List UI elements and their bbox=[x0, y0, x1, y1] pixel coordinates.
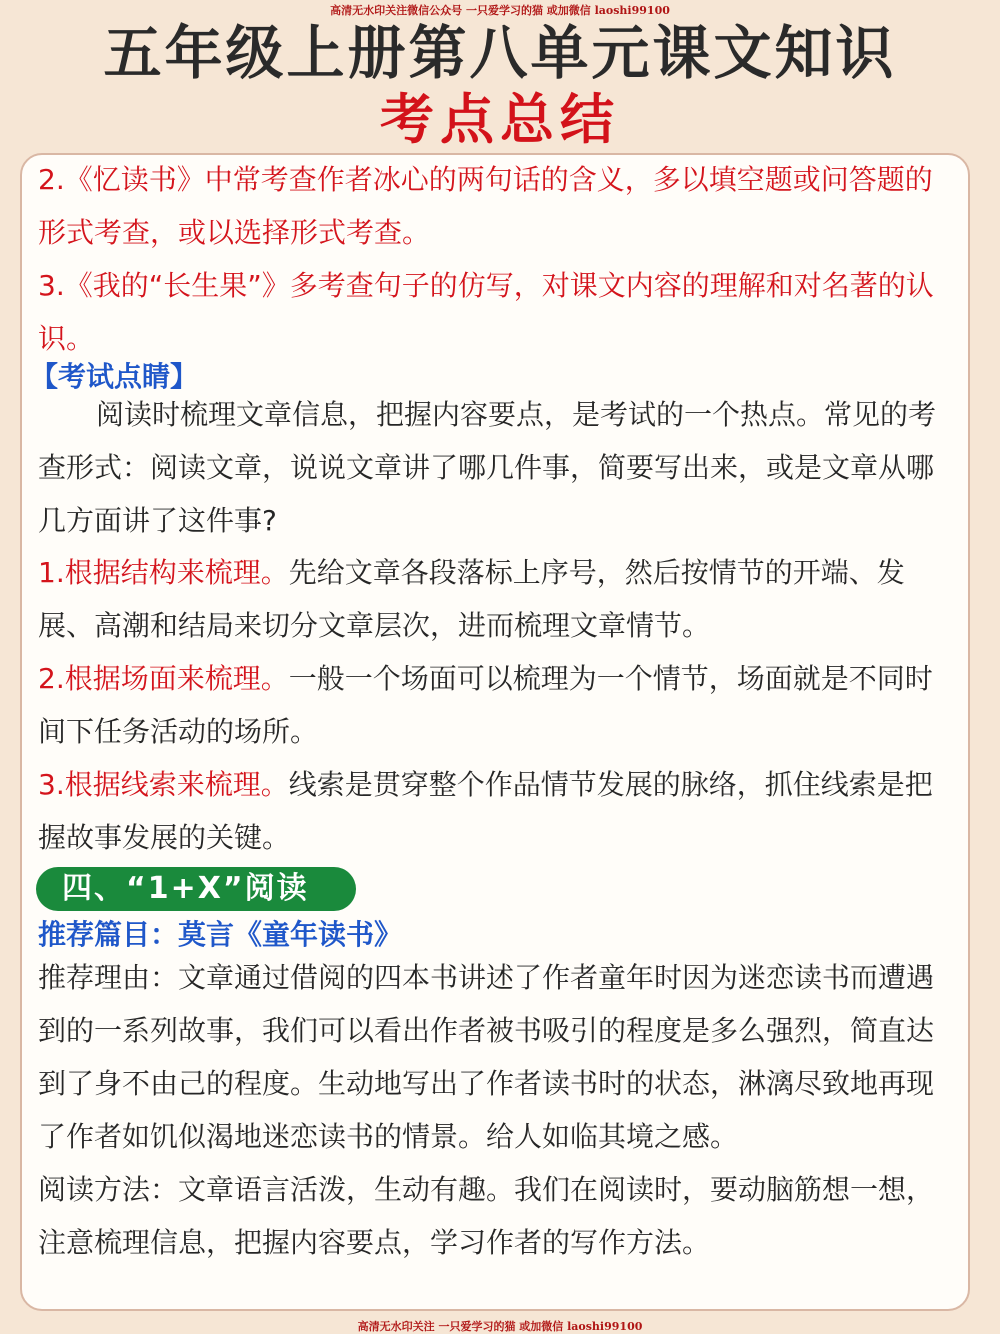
tip-item-1-lead: 1.根据结构来梳理。 bbox=[38, 556, 289, 589]
tip-item-1 bbox=[38, 546, 958, 652]
exam-tips-intro: 阅读时梳理文章信息，把握内容要点，是考试的一个热点。常见的考查形式：阅读文章，说说文章讲了哪几件事，简要写出来，或是文章从哪几方面讲了这件事? bbox=[38, 398, 937, 537]
page-title: 五年级上册第八单元课文知识 bbox=[103, 19, 897, 87]
tip-item-2-lead: 2.根据场面来梳理。 bbox=[38, 662, 289, 695]
bottom-watermark: 高清无水印关注 一只爱学习的猫 或加微信 laoshi99100 bbox=[357, 1320, 643, 1333]
tip-item-2 bbox=[38, 652, 958, 758]
reading-method: 阅读方法：文章语言活泼，生动有趣。我们在阅读时，要动脑筋想一想，注意梳理信息，把握内容要点，学习作者的写作方法。 bbox=[38, 1173, 935, 1259]
recommend-reason: 推荐理由：文章通过借阅的四本书讲述了作者童年时因为迷恋读书而遭遇到的一系列故事，我们可以看出作者被书吸引的程度是多么强烈，简直达到了身不由己的程度。生动地写出了作者读书时的状态，淋漓尽致地再现了作者如饥似渴地迷恋读书的情景。给人如临其境之感。 bbox=[38, 961, 935, 1153]
point-2: 2.《忆读书》中常考查作者冰心的两句话的含义，多以填空题或问答题的形式考查，或以选择形式考查。 bbox=[38, 163, 933, 249]
exam-tips-heading: 【考试点睛】 bbox=[30, 360, 199, 393]
tip-item-1-text: 先给文章各段落标上序号，然后按情节的开端、发展、高潮和结局来切分文章层次，进而梳理文章情节。 bbox=[38, 556, 905, 642]
recommend-title: 推荐篇目：莫言《童年读书》 bbox=[38, 918, 403, 951]
tip-item-3-text: 线索是贯穿整个作品情节发展的脉络，抓住线索是把握故事发展的关键。 bbox=[38, 768, 933, 854]
tip-item-2-text: 一般一个场面可以梳理为一个情节，场面就是不同时间下任务活动的场所。 bbox=[38, 662, 933, 748]
page-subtitle: 考点总结 bbox=[380, 88, 620, 151]
top-watermark: 高清无水印关注微信公众号 一只爱学习的猫 或加微信 laoshi99100 bbox=[330, 4, 670, 17]
section-4-pill: 四、“1+X”阅读 bbox=[36, 867, 356, 911]
point-3: 3.《我的“长生果”》多考查句子的仿写，对课文内容的理解和对名著的认识。 bbox=[38, 269, 934, 355]
tip-item-3-lead: 3.根据线索来梳理。 bbox=[38, 768, 289, 801]
tip-item-3 bbox=[38, 758, 958, 864]
